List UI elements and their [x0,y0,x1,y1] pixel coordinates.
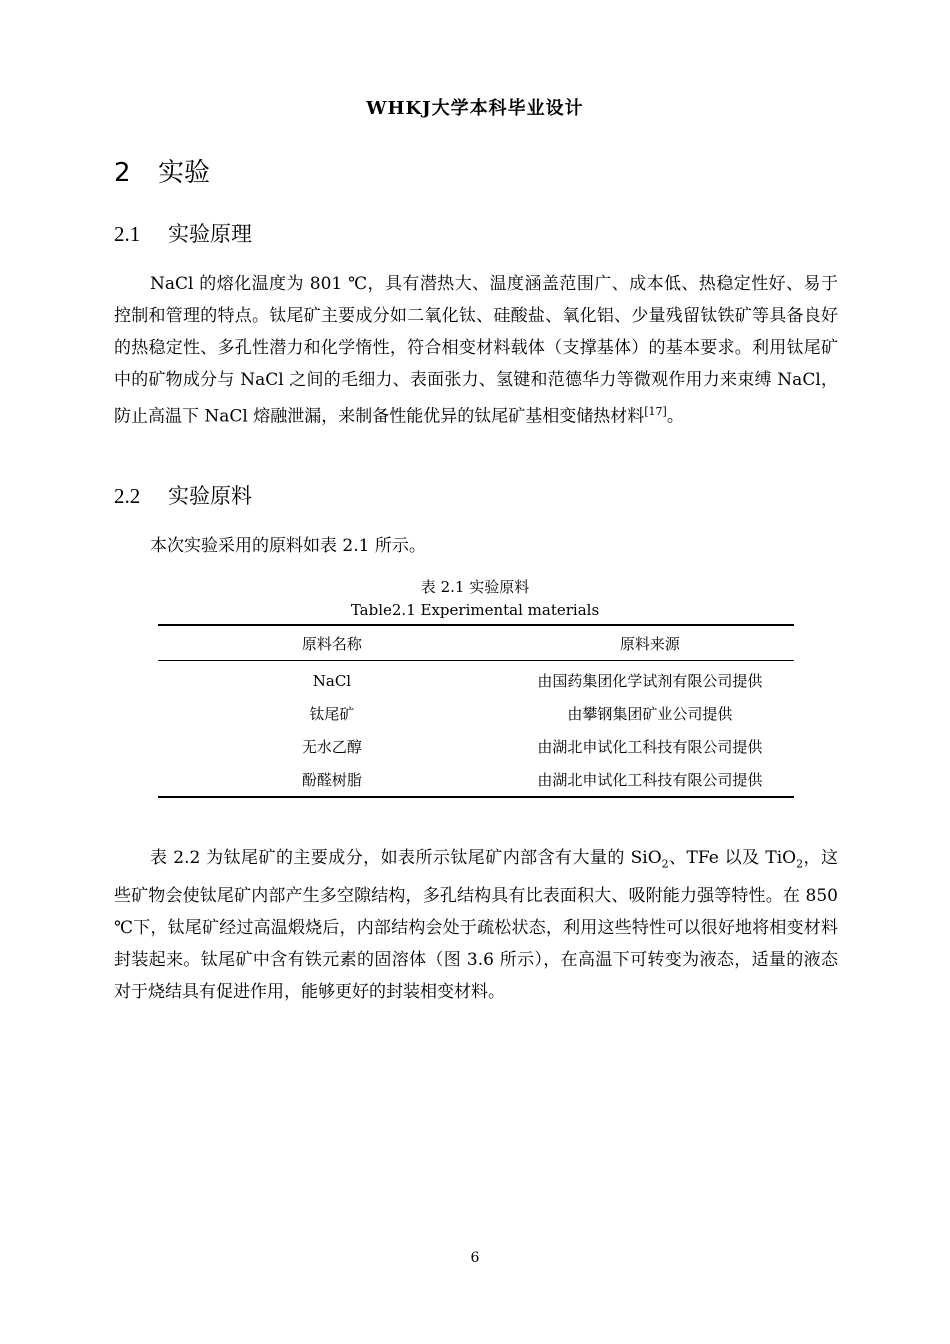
section-heading-2-1 [114,218,252,248]
subscript: 2 [796,857,804,871]
citation-ref: [17] [644,405,667,418]
materials-table [158,624,794,798]
table-cell: 无水乙醇 [301,738,362,756]
section-title: 实验原理 [168,222,252,246]
table-header-cell: 原料名称 [158,625,506,661]
chapter-number: 2 [114,158,131,188]
section-number: 2.2 [114,484,141,508]
materials-intro-text: 本次实验采用的原料如表 2.1 所示。 [150,536,426,556]
table-cell: 由湖北申试化工科技有限公司提供 [506,763,794,797]
table-cell: 由攀钢集团矿业公司提供 [567,705,733,723]
table-cell: NaCl [312,671,352,690]
table-caption-en: Table2.1 Experimental materials [350,601,600,619]
page-header: WHKJ大学本科毕业设计 [366,98,584,119]
chapter-heading [114,152,210,189]
section-title: 实验原料 [168,484,252,508]
chapter-title: 实验 [158,158,211,188]
table-row [158,763,794,797]
composition-text-2: 、TFe 以及 TiO [668,848,797,868]
table-caption-cn: 表 2.1 实验原料 [420,578,530,596]
table-row [158,661,794,698]
table-header-cell: 原料来源 [506,625,794,661]
table-cell: 酚醛树脂 [158,763,506,797]
table-header-row [158,625,794,661]
table-cell: 由湖北申试化工科技有限公司提供 [537,738,763,756]
composition-paragraph [114,842,838,1008]
materials-intro-paragraph [114,530,838,562]
table-row [158,730,794,763]
principle-text: NaCl 的熔化温度为 801 ℃，具有潜热大、温度涵盖范围广、成本低、热稳定性好、易于控制和管理的特点。钛尾矿主要成分如二氧化钛、硅酸盐、氧化铝、少量残留钛铁矿等具备良好的热稳定性、多孔性潜力和化学惰性，符合相变材料载体（支撑基体）的基本要求。利用钛尾矿中的矿物成分与 NaCl 之间的毛细力、表面张力、氢键和范德华力等微观作用力来束缚 NaCl，防止高温下 NaCl 熔融泄漏，来制备性能优异的钛尾矿基相变储热材料 [114,274,838,427]
table-row [158,697,794,730]
table-cell: 钛尾矿 [309,705,355,723]
table-cell: 由国药集团化学试剂有限公司提供 [537,672,763,690]
composition-text-1: 表 2.2 为钛尾矿的主要成分，如表所示钛尾矿内部含有大量的 SiO [150,848,662,868]
composition-text-3: ，这些矿物会使钛尾矿内部产生多空隙结构，多孔结构具有比表面积大、吸附能力强等特性。在 850 ℃下，钛尾矿经过高温煅烧后，内部结构会处于疏松状态，利用这些特性可以很好地将相变材料封装起来。钛尾矿中含有铁元素的固溶体（图 3.6 所示），在高温下可转变为液态，适量的液态对于烧结具有促进作用，能够更好的封装相变材料。 [114,848,838,1003]
subscript: 2 [661,857,669,871]
principle-paragraph [114,268,838,433]
page-number: 6 [470,1250,480,1266]
principle-text-end: 。 [666,406,684,427]
section-number: 2.1 [114,222,141,246]
section-heading-2-2 [114,480,252,510]
